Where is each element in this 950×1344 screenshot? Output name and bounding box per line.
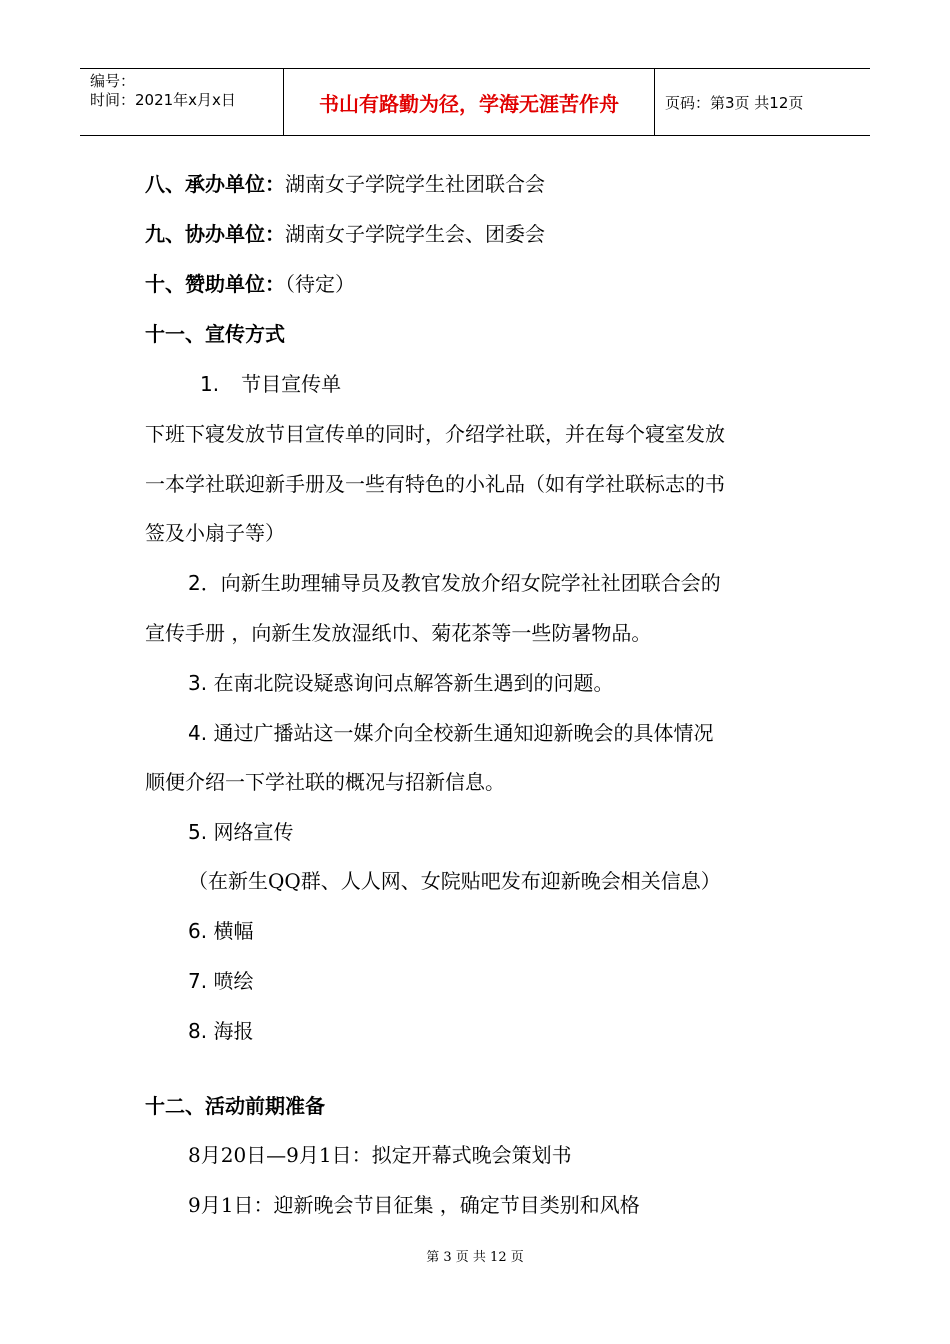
section-9-heading: 九、协办单位：: [145, 222, 285, 246]
publicity-item-1-desc-line: 签及小扇子等）: [145, 521, 285, 545]
publicity-item-2-line: 宣传手册 ，向新生发放湿纸巾、菊花茶等一些防暑物品。: [145, 621, 652, 645]
section-11-heading: 十一、宣传方式: [145, 322, 285, 346]
number-label: 编号：: [90, 72, 136, 90]
page-footer: 第 3 页 共 12 页: [426, 1250, 524, 1265]
publicity-item-8: 8. 海报: [188, 1019, 254, 1043]
publicity-item-7: 7. 喷绘: [188, 969, 254, 993]
section-9: [145, 221, 545, 248]
publicity-item-1-desc-line: 下班下寝发放节目宣传单的同时，介绍学社联，并在每个寝室发放: [145, 422, 725, 446]
section-8: [145, 171, 545, 198]
publicity-item-1-label: 节目宣传单: [241, 372, 342, 396]
page-header: [80, 68, 870, 136]
header-page-info: 页码：第3页 共12页: [665, 93, 804, 112]
section-9-text: 湖南女子学院学生会、团委会: [285, 222, 545, 246]
header-motto: 书山有路勤为径，学海无涯苦作舟: [283, 69, 655, 135]
publicity-item-1-number: 1.: [200, 372, 220, 396]
section-10: [145, 271, 355, 298]
section-8-text: 湖南女子学院学生社团联合会: [285, 172, 545, 196]
section-12-heading: 十二、活动前期准备: [145, 1094, 325, 1118]
time-label: 时间：2021年x月x日: [90, 91, 236, 109]
publicity-item-5-desc: （在新生QQ群、人人网、女院贴吧发布迎新晚会相关信息）: [188, 869, 721, 893]
preparation-item: 8月20日—9月1日：拟定开幕式晚会策划书: [188, 1143, 572, 1167]
section-10-heading: 十、赞助单位：: [145, 272, 285, 296]
section-10-text: （待定）: [285, 272, 355, 296]
publicity-item-4-line: 4. 通过广播站这一媒介向全校新生通知迎新晚会的具体情况: [188, 721, 714, 745]
publicity-item-3: 3. 在南北院设疑惑询问点解答新生遇到的问题。: [188, 671, 614, 695]
publicity-item-4-line: 顺便介绍一下学社联的概况与招新信息。: [145, 770, 505, 794]
publicity-item-2-line: 2．向新生助理辅导员及教官发放介绍女院学社社团联合会的: [188, 571, 721, 595]
publicity-item-1: [200, 371, 341, 397]
publicity-item-1-desc-line: 一本学社联迎新手册及一些有特色的小礼品（如有学社联标志的书: [145, 472, 725, 496]
header-meta: [80, 69, 283, 135]
publicity-item-6: 6. 横幅: [188, 919, 254, 943]
section-8-heading: 八、承办单位：: [145, 172, 285, 196]
preparation-item: 9月1日：迎新晚会节目征集 ，确定节目类别和风格: [188, 1193, 640, 1217]
publicity-item-5: 5. 网络宣传: [188, 820, 294, 844]
